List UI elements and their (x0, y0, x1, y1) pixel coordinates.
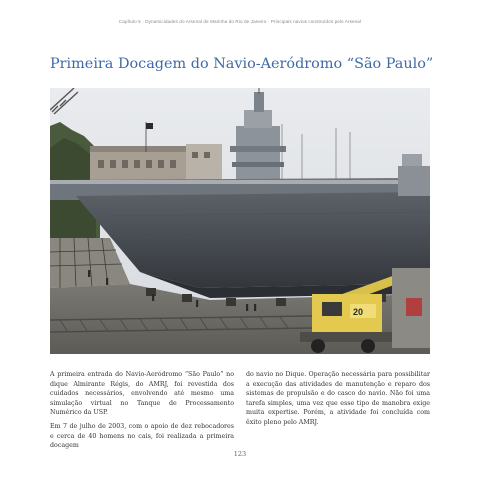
section-title: Primeira Docagem do Navio-Aeródromo “São Paulo” (50, 56, 434, 72)
body-column-right (246, 370, 430, 432)
body-column-left (50, 370, 234, 455)
running-head: Capítulo 5 · Dynamicidades do Arsenal de Marinha do Rio de Janeiro · Principais navios construídos pelo Arsenal (118, 19, 362, 24)
aircraft-carrier-drydock-photo (50, 88, 430, 354)
crane-number-label: 20 (353, 307, 364, 317)
paragraph: Em 7 de julho de 2003, com o apoio de dez rebocadores e cerca de 40 homens no cais, foi realizada a primeira docagem (50, 422, 234, 450)
page-number: 123 (233, 450, 247, 458)
paragraph: A primeira entrada do Navio-Aeródromo “São Paulo” no dique Almirante Régis, do AMRJ, foi revestida dos cuidados necessários, envolvendo até mesmo uma simulação virtual no Tanque de Processamento Numérico da USP. (50, 371, 234, 417)
paragraph: do navio no Dique. Operação necessária para possibilitar a execução das atividades de manutenção e reparo dos sistemas de propulsão e do casco do navio. Não foi uma tarefa simples, uma vez que esse tipo de manobra exige muita expertise. Porém, a atividade foi concluída com êxito pleno pelo AMRJ. (246, 371, 430, 426)
